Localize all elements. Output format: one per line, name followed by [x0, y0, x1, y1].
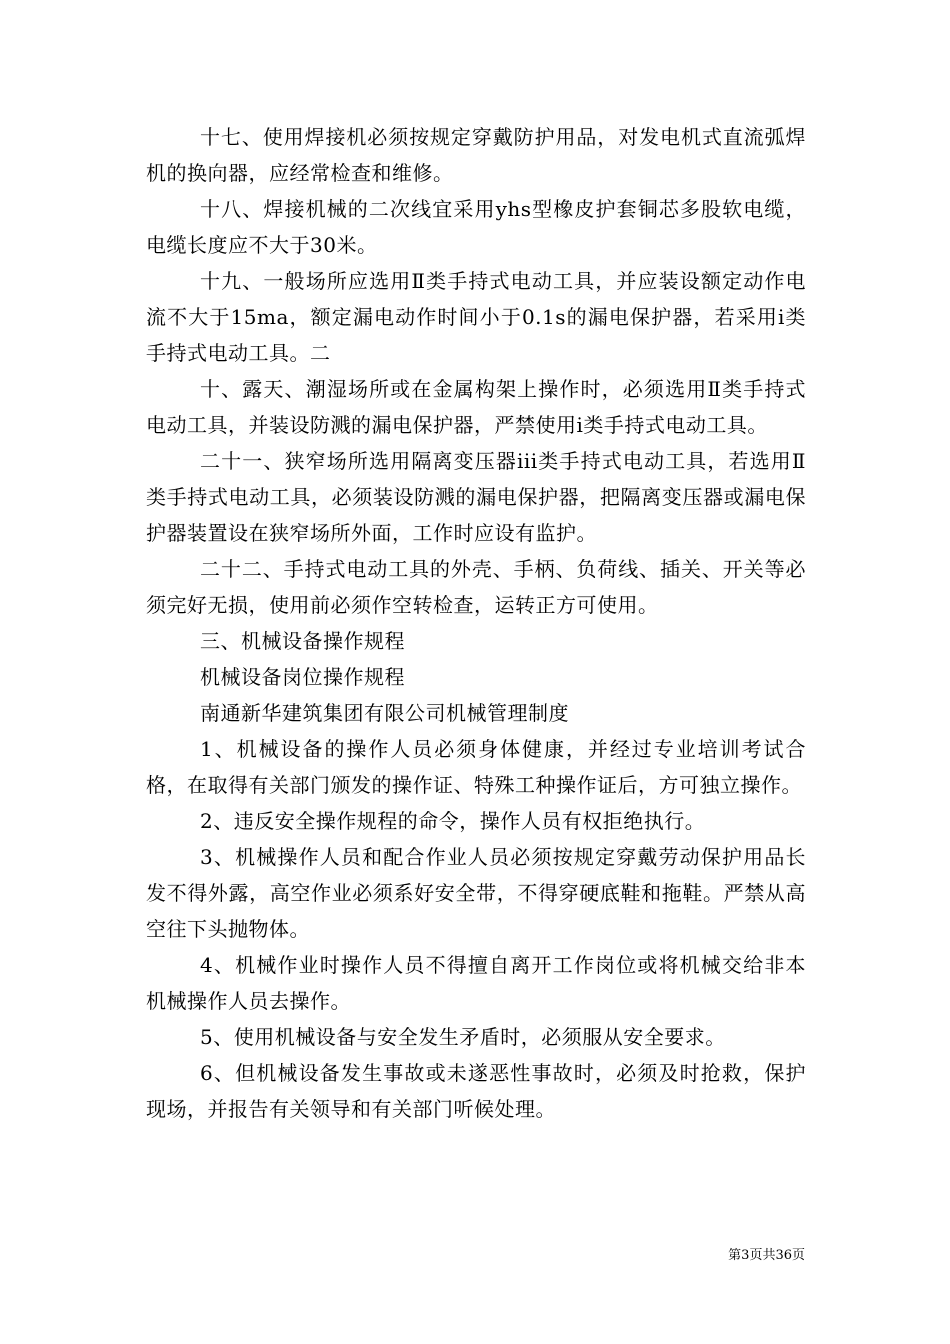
- page-number: 第3页共36页: [728, 1248, 805, 1263]
- document-body: [146, 119, 806, 1127]
- section-heading: 三、机械设备操作规程: [200, 629, 405, 653]
- paragraph: 十八、焊接机械的二次线宜采用yhs型橡皮护套铜芯多股软电缆，电缆长度应不大于30米。: [146, 197, 806, 257]
- paragraph: 十七、使用焊接机必须按规定穿戴防护用品，对发电机式直流弧焊机的换向器，应经常检查和维修。: [146, 125, 806, 185]
- paragraph: 十、露天、潮湿场所或在金属构架上操作时，必须选用Ⅱ类手持式电动工具，并装设防溅的漏电保护器，严禁使用i类手持式电动工具。: [146, 377, 806, 437]
- paragraph: 5、使用机械设备与安全发生矛盾时，必须服从安全要求。: [200, 1025, 726, 1049]
- paragraph: 3、机械操作人员和配合作业人员必须按规定穿戴劳动保护用品长发不得外露，高空作业必须系好安全带，不得穿硬底鞋和拖鞋。严禁从高空往下头抛物体。: [146, 845, 806, 941]
- paragraph: 1、机械设备的操作人员必须身体健康，并经过专业培训考试合格，在取得有关部门颁发的操作证、特殊工种操作证后，方可独立操作。: [146, 737, 806, 797]
- paragraph: 2、违反安全操作规程的命令，操作人员有权拒绝执行。: [200, 809, 706, 833]
- company-title: 南通新华建筑集团有限公司机械管理制度: [200, 701, 569, 725]
- paragraph: 十九、一般场所应选用Ⅱ类手持式电动工具，并应装设额定动作电流不大于15ma，额定漏电动作时间小于0.1s的漏电保护器，若采用i类手持式电动工具。二: [146, 269, 806, 365]
- section-subheading: 机械设备岗位操作规程: [200, 665, 405, 689]
- paragraph: 6、但机械设备发生事故或未遂恶性事故时，必须及时抢救，保护现场，并报告有关领导和有关部门听候处理。: [146, 1061, 806, 1121]
- paragraph: 二十一、狭窄场所选用隔离变压器iii类手持式电动工具，若选用Ⅱ类手持式电动工具，必须装设防溅的漏电保护器，把隔离变压器或漏电保护器装置设在狭窄场所外面，工作时应设有监护。: [146, 449, 806, 545]
- paragraph: 4、机械作业时操作人员不得擅自离开工作岗位或将机械交给非本机械操作人员去操作。: [146, 953, 806, 1013]
- paragraph: 二十二、手持式电动工具的外壳、手柄、负荷线、插关、开关等必须完好无损，使用前必须作空转检查，运转正方可使用。: [146, 557, 806, 617]
